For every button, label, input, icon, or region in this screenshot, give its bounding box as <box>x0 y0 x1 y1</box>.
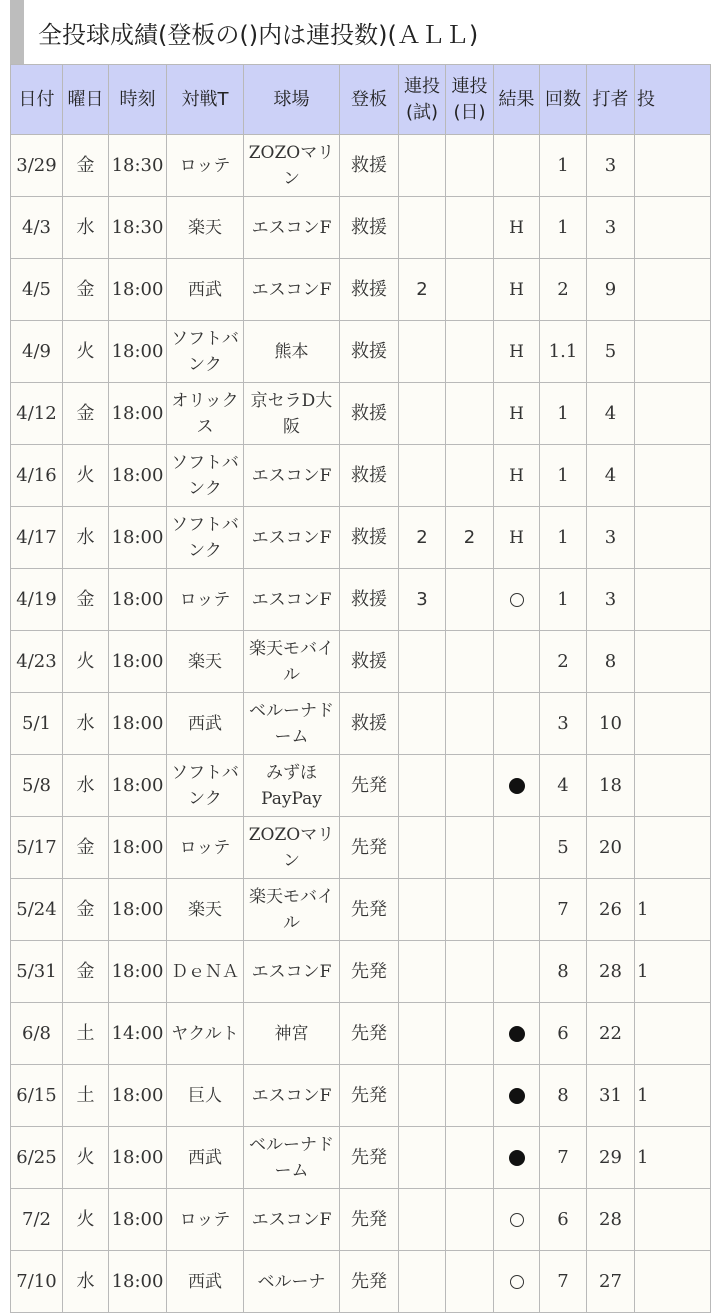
cell-consecutive-days <box>446 569 494 631</box>
cell-batters: 18 <box>587 755 635 817</box>
cell-result <box>494 1065 540 1127</box>
cell-opponent: ＤｅＮＡ <box>167 941 244 1003</box>
cell-date: 5/31 <box>11 941 63 1003</box>
cell-appearance: 救援 <box>340 321 399 383</box>
cell-stadium: エスコンF <box>244 569 340 631</box>
cell-day-of-week: 水 <box>63 197 109 259</box>
cell-innings: 7 <box>540 879 587 941</box>
cell-date: 4/9 <box>11 321 63 383</box>
cell-opponent: ロッテ <box>167 817 244 879</box>
cell-day-of-week: 土 <box>63 1065 109 1127</box>
cell-opponent: 巨人 <box>167 1065 244 1127</box>
cell-appearance: 救援 <box>340 631 399 693</box>
cell-consecutive-games <box>399 941 446 1003</box>
table-row <box>11 321 711 383</box>
cell-consecutive-days <box>446 1251 494 1313</box>
cell-time: 18:00 <box>109 693 167 755</box>
cell-consecutive-games <box>399 1127 446 1189</box>
cell-date: 5/8 <box>11 755 63 817</box>
cell-stadium: ベルーナドーム <box>244 1127 340 1189</box>
cell-appearance: 先発 <box>340 1065 399 1127</box>
cell-stadium: エスコンF <box>244 941 340 1003</box>
cell-appearance: 救援 <box>340 693 399 755</box>
cell-result <box>494 569 540 631</box>
table-row <box>11 197 711 259</box>
cell-date: 4/19 <box>11 569 63 631</box>
cell-consecutive-games <box>399 445 446 507</box>
cell-opponent: ロッテ <box>167 135 244 197</box>
cell-batters: 27 <box>587 1251 635 1313</box>
cell-day-of-week: 金 <box>63 879 109 941</box>
cell-appearance: 先発 <box>340 1127 399 1189</box>
cell-date: 3/29 <box>11 135 63 197</box>
cell-consecutive-days <box>446 259 494 321</box>
cell-consecutive-days <box>446 631 494 693</box>
cell-pitches <box>635 1003 711 1065</box>
table-row <box>11 631 711 693</box>
cell-stadium: エスコンF <box>244 1065 340 1127</box>
cell-result <box>494 1189 540 1251</box>
cell-stadium: エスコンF <box>244 445 340 507</box>
cell-consecutive-games: 2 <box>399 259 446 321</box>
cell-consecutive-games <box>399 197 446 259</box>
cell-batters: 29 <box>587 1127 635 1189</box>
cell-appearance: 先発 <box>340 817 399 879</box>
cell-date: 5/17 <box>11 817 63 879</box>
cell-result <box>494 321 540 383</box>
cell-opponent: ロッテ <box>167 1189 244 1251</box>
table-row <box>11 135 711 197</box>
cell-consecutive-days <box>446 383 494 445</box>
cell-consecutive-days <box>446 1127 494 1189</box>
cell-result <box>494 259 540 321</box>
table-row <box>11 1189 711 1251</box>
cell-stadium: みずほPayPay <box>244 755 340 817</box>
cell-consecutive-days <box>446 755 494 817</box>
cell-appearance: 救援 <box>340 383 399 445</box>
hold-mark: H <box>509 465 524 486</box>
cell-stadium: 楽天モバイル <box>244 631 340 693</box>
cell-appearance: 先発 <box>340 1003 399 1065</box>
cell-appearance: 救援 <box>340 569 399 631</box>
header-appearance: 登板 <box>340 65 399 135</box>
cell-result <box>494 445 540 507</box>
cell-result <box>494 507 540 569</box>
cell-day-of-week: 火 <box>63 321 109 383</box>
table-row <box>11 383 711 445</box>
cell-innings: 1 <box>540 197 587 259</box>
header-time: 時刻 <box>109 65 167 135</box>
cell-stadium: 楽天モバイル <box>244 879 340 941</box>
cell-consecutive-games <box>399 1189 446 1251</box>
cell-stadium: 京セラD大阪 <box>244 383 340 445</box>
cell-time: 18:00 <box>109 507 167 569</box>
cell-batters: 22 <box>587 1003 635 1065</box>
cell-innings: 6 <box>540 1003 587 1065</box>
cell-time: 18:00 <box>109 1065 167 1127</box>
hold-mark: H <box>509 527 524 548</box>
cell-result <box>494 197 540 259</box>
cell-batters: 4 <box>587 445 635 507</box>
cell-consecutive-days <box>446 941 494 1003</box>
cell-appearance: 救援 <box>340 197 399 259</box>
cell-consecutive-days <box>446 197 494 259</box>
cell-batters: 28 <box>587 941 635 1003</box>
cell-date: 5/1 <box>11 693 63 755</box>
cell-time: 18:00 <box>109 817 167 879</box>
cell-appearance: 先発 <box>340 941 399 1003</box>
table-row <box>11 879 711 941</box>
cell-result <box>494 135 540 197</box>
cell-time: 18:00 <box>109 321 167 383</box>
cell-opponent: 楽天 <box>167 879 244 941</box>
cell-time: 18:00 <box>109 1251 167 1313</box>
hold-mark: H <box>509 279 524 300</box>
cell-consecutive-days: 2 <box>446 507 494 569</box>
cell-stadium: ベルーナドーム <box>244 693 340 755</box>
cell-opponent: ロッテ <box>167 569 244 631</box>
cell-batters: 20 <box>587 817 635 879</box>
cell-batters: 4 <box>587 383 635 445</box>
cell-appearance: 先発 <box>340 879 399 941</box>
cell-day-of-week: 火 <box>63 445 109 507</box>
cell-pitches <box>635 569 711 631</box>
cell-consecutive-days <box>446 693 494 755</box>
hold-mark: H <box>509 217 524 238</box>
header-stadium: 球場 <box>244 65 340 135</box>
cell-appearance: 救援 <box>340 135 399 197</box>
cell-consecutive-games <box>399 693 446 755</box>
cell-day-of-week: 金 <box>63 569 109 631</box>
cell-innings: 2 <box>540 259 587 321</box>
cell-consecutive-games <box>399 755 446 817</box>
loss-mark-icon <box>509 1150 525 1166</box>
table-row <box>11 755 711 817</box>
cell-innings: 1 <box>540 569 587 631</box>
cell-day-of-week: 水 <box>63 507 109 569</box>
cell-date: 6/8 <box>11 1003 63 1065</box>
table-row <box>11 569 711 631</box>
cell-result <box>494 879 540 941</box>
cell-consecutive-games <box>399 135 446 197</box>
cell-consecutive-games <box>399 1065 446 1127</box>
cell-pitches <box>635 259 711 321</box>
cell-opponent: オリックス <box>167 383 244 445</box>
loss-mark-icon <box>509 778 525 794</box>
table-row <box>11 1003 711 1065</box>
cell-day-of-week: 火 <box>63 631 109 693</box>
cell-time: 18:00 <box>109 631 167 693</box>
cell-appearance: 先発 <box>340 1189 399 1251</box>
cell-date: 4/3 <box>11 197 63 259</box>
cell-innings: 8 <box>540 941 587 1003</box>
cell-consecutive-days <box>446 1003 494 1065</box>
cell-result <box>494 693 540 755</box>
cell-innings: 8 <box>540 1065 587 1127</box>
cell-day-of-week: 金 <box>63 817 109 879</box>
table-row <box>11 259 711 321</box>
cell-result <box>494 631 540 693</box>
table-row <box>11 1127 711 1189</box>
cell-batters: 3 <box>587 135 635 197</box>
loss-mark-icon <box>509 1088 525 1104</box>
cell-batters: 8 <box>587 631 635 693</box>
cell-day-of-week: 水 <box>63 693 109 755</box>
cell-consecutive-games <box>399 1251 446 1313</box>
cell-time: 14:00 <box>109 1003 167 1065</box>
cell-pitches <box>635 197 711 259</box>
cell-innings: 4 <box>540 755 587 817</box>
cell-pitches <box>635 1189 711 1251</box>
cell-opponent: 楽天 <box>167 631 244 693</box>
header-day-of-week: 曜日 <box>63 65 109 135</box>
cell-batters: 31 <box>587 1065 635 1127</box>
cell-innings: 7 <box>540 1251 587 1313</box>
cell-consecutive-games <box>399 383 446 445</box>
cell-innings: 3 <box>540 693 587 755</box>
table-row <box>11 445 711 507</box>
hold-mark: H <box>509 403 524 424</box>
cell-batters: 3 <box>587 507 635 569</box>
header-innings: 回数 <box>540 65 587 135</box>
cell-day-of-week: 土 <box>63 1003 109 1065</box>
cell-consecutive-games <box>399 879 446 941</box>
cell-consecutive-days <box>446 1065 494 1127</box>
cell-time: 18:00 <box>109 1189 167 1251</box>
cell-batters: 3 <box>587 569 635 631</box>
cell-day-of-week: 金 <box>63 941 109 1003</box>
cell-time: 18:00 <box>109 1127 167 1189</box>
cell-pitches: 1 <box>635 1127 711 1189</box>
win-mark-icon <box>510 593 524 607</box>
cell-time: 18:30 <box>109 135 167 197</box>
table-header-row <box>11 65 711 135</box>
cell-day-of-week: 火 <box>63 1127 109 1189</box>
cell-batters: 10 <box>587 693 635 755</box>
cell-pitches <box>635 755 711 817</box>
cell-opponent: 楽天 <box>167 197 244 259</box>
cell-pitches <box>635 445 711 507</box>
win-mark-icon <box>510 1213 524 1227</box>
cell-opponent: 西武 <box>167 259 244 321</box>
cell-appearance: 先発 <box>340 1251 399 1313</box>
cell-time: 18:00 <box>109 755 167 817</box>
cell-time: 18:00 <box>109 941 167 1003</box>
cell-day-of-week: 水 <box>63 1251 109 1313</box>
cell-time: 18:00 <box>109 879 167 941</box>
cell-date: 4/5 <box>11 259 63 321</box>
cell-result <box>494 941 540 1003</box>
cell-stadium: 神宮 <box>244 1003 340 1065</box>
cell-pitches <box>635 817 711 879</box>
cell-stadium: エスコンF <box>244 507 340 569</box>
cell-pitches: 1 <box>635 941 711 1003</box>
cell-date: 7/10 <box>11 1251 63 1313</box>
header-date: 日付 <box>11 65 63 135</box>
table-row <box>11 941 711 1003</box>
pitching-record-table-container[interactable] <box>10 64 655 1292</box>
cell-opponent: 西武 <box>167 1127 244 1189</box>
cell-opponent: ソフトバンク <box>167 507 244 569</box>
cell-date: 6/25 <box>11 1127 63 1189</box>
header-opponent: 対戦T <box>167 65 244 135</box>
cell-innings: 1.1 <box>540 321 587 383</box>
table-row <box>11 817 711 879</box>
cell-opponent: 西武 <box>167 1251 244 1313</box>
loss-mark-icon <box>509 1026 525 1042</box>
cell-pitches <box>635 507 711 569</box>
win-mark-icon <box>510 1275 524 1289</box>
cell-time: 18:00 <box>109 383 167 445</box>
cell-result <box>494 1251 540 1313</box>
cell-pitches: 1 <box>635 879 711 941</box>
cell-stadium: ZOZOマリン <box>244 817 340 879</box>
cell-day-of-week: 水 <box>63 755 109 817</box>
cell-stadium: 熊本 <box>244 321 340 383</box>
cell-consecutive-games <box>399 631 446 693</box>
cell-date: 7/2 <box>11 1189 63 1251</box>
cell-stadium: ZOZOマリン <box>244 135 340 197</box>
cell-consecutive-days <box>446 879 494 941</box>
cell-opponent: ソフトバンク <box>167 321 244 383</box>
hold-mark: H <box>509 341 524 362</box>
header-result: 結果 <box>494 65 540 135</box>
table-row <box>11 693 711 755</box>
cell-pitches <box>635 383 711 445</box>
header-consecutive-days: 連投 (日) <box>446 65 494 135</box>
cell-innings: 2 <box>540 631 587 693</box>
cell-consecutive-games: 3 <box>399 569 446 631</box>
cell-innings: 7 <box>540 1127 587 1189</box>
cell-time: 18:00 <box>109 445 167 507</box>
cell-batters: 5 <box>587 321 635 383</box>
cell-date: 4/12 <box>11 383 63 445</box>
cell-opponent: ソフトバンク <box>167 445 244 507</box>
cell-consecutive-days <box>446 445 494 507</box>
cell-opponent: ソフトバンク <box>167 755 244 817</box>
cell-batters: 26 <box>587 879 635 941</box>
cell-consecutive-days <box>446 1189 494 1251</box>
header-batters: 打者 <box>587 65 635 135</box>
cell-result <box>494 383 540 445</box>
cell-consecutive-days <box>446 321 494 383</box>
cell-batters: 28 <box>587 1189 635 1251</box>
cell-batters: 9 <box>587 259 635 321</box>
cell-stadium: エスコンF <box>244 1189 340 1251</box>
cell-day-of-week: 金 <box>63 383 109 445</box>
cell-day-of-week: 金 <box>63 135 109 197</box>
cell-consecutive-games <box>399 321 446 383</box>
cell-result <box>494 817 540 879</box>
cell-consecutive-games: 2 <box>399 507 446 569</box>
cell-opponent: 西武 <box>167 693 244 755</box>
cell-date: 4/17 <box>11 507 63 569</box>
cell-day-of-week: 火 <box>63 1189 109 1251</box>
cell-time: 18:00 <box>109 569 167 631</box>
pitching-record-table <box>10 64 711 1313</box>
cell-pitches <box>635 693 711 755</box>
cell-stadium: ベルーナ <box>244 1251 340 1313</box>
cell-pitches: 1 <box>635 1065 711 1127</box>
table-row <box>11 507 711 569</box>
table-row <box>11 1065 711 1127</box>
cell-opponent: ヤクルト <box>167 1003 244 1065</box>
cell-day-of-week: 金 <box>63 259 109 321</box>
cell-appearance: 救援 <box>340 259 399 321</box>
cell-innings: 1 <box>540 445 587 507</box>
cell-result <box>494 1003 540 1065</box>
cell-appearance: 救援 <box>340 507 399 569</box>
cell-pitches <box>635 135 711 197</box>
cell-date: 6/15 <box>11 1065 63 1127</box>
cell-consecutive-games <box>399 817 446 879</box>
cell-consecutive-days <box>446 135 494 197</box>
cell-result <box>494 755 540 817</box>
cell-consecutive-games <box>399 1003 446 1065</box>
cell-pitches <box>635 1251 711 1313</box>
cell-pitches <box>635 321 711 383</box>
cell-date: 5/24 <box>11 879 63 941</box>
cell-pitches <box>635 631 711 693</box>
cell-appearance: 救援 <box>340 445 399 507</box>
cell-date: 4/23 <box>11 631 63 693</box>
cell-consecutive-days <box>446 817 494 879</box>
cell-time: 18:00 <box>109 259 167 321</box>
cell-innings: 1 <box>540 135 587 197</box>
cell-stadium: エスコンF <box>244 197 340 259</box>
cell-stadium: エスコンF <box>244 259 340 321</box>
cell-innings: 1 <box>540 507 587 569</box>
header-pitches: 投 <box>635 65 711 135</box>
cell-time: 18:30 <box>109 197 167 259</box>
cell-result <box>494 1127 540 1189</box>
header-consecutive-games: 連投 (試) <box>399 65 446 135</box>
cell-innings: 1 <box>540 383 587 445</box>
cell-innings: 5 <box>540 817 587 879</box>
cell-innings: 6 <box>540 1189 587 1251</box>
page-title: 全投球成績(登板の()内は連投数)(ＡＬＬ) <box>10 0 649 64</box>
cell-batters: 3 <box>587 197 635 259</box>
table-row <box>11 1251 711 1313</box>
cell-date: 4/16 <box>11 445 63 507</box>
cell-appearance: 先発 <box>340 755 399 817</box>
